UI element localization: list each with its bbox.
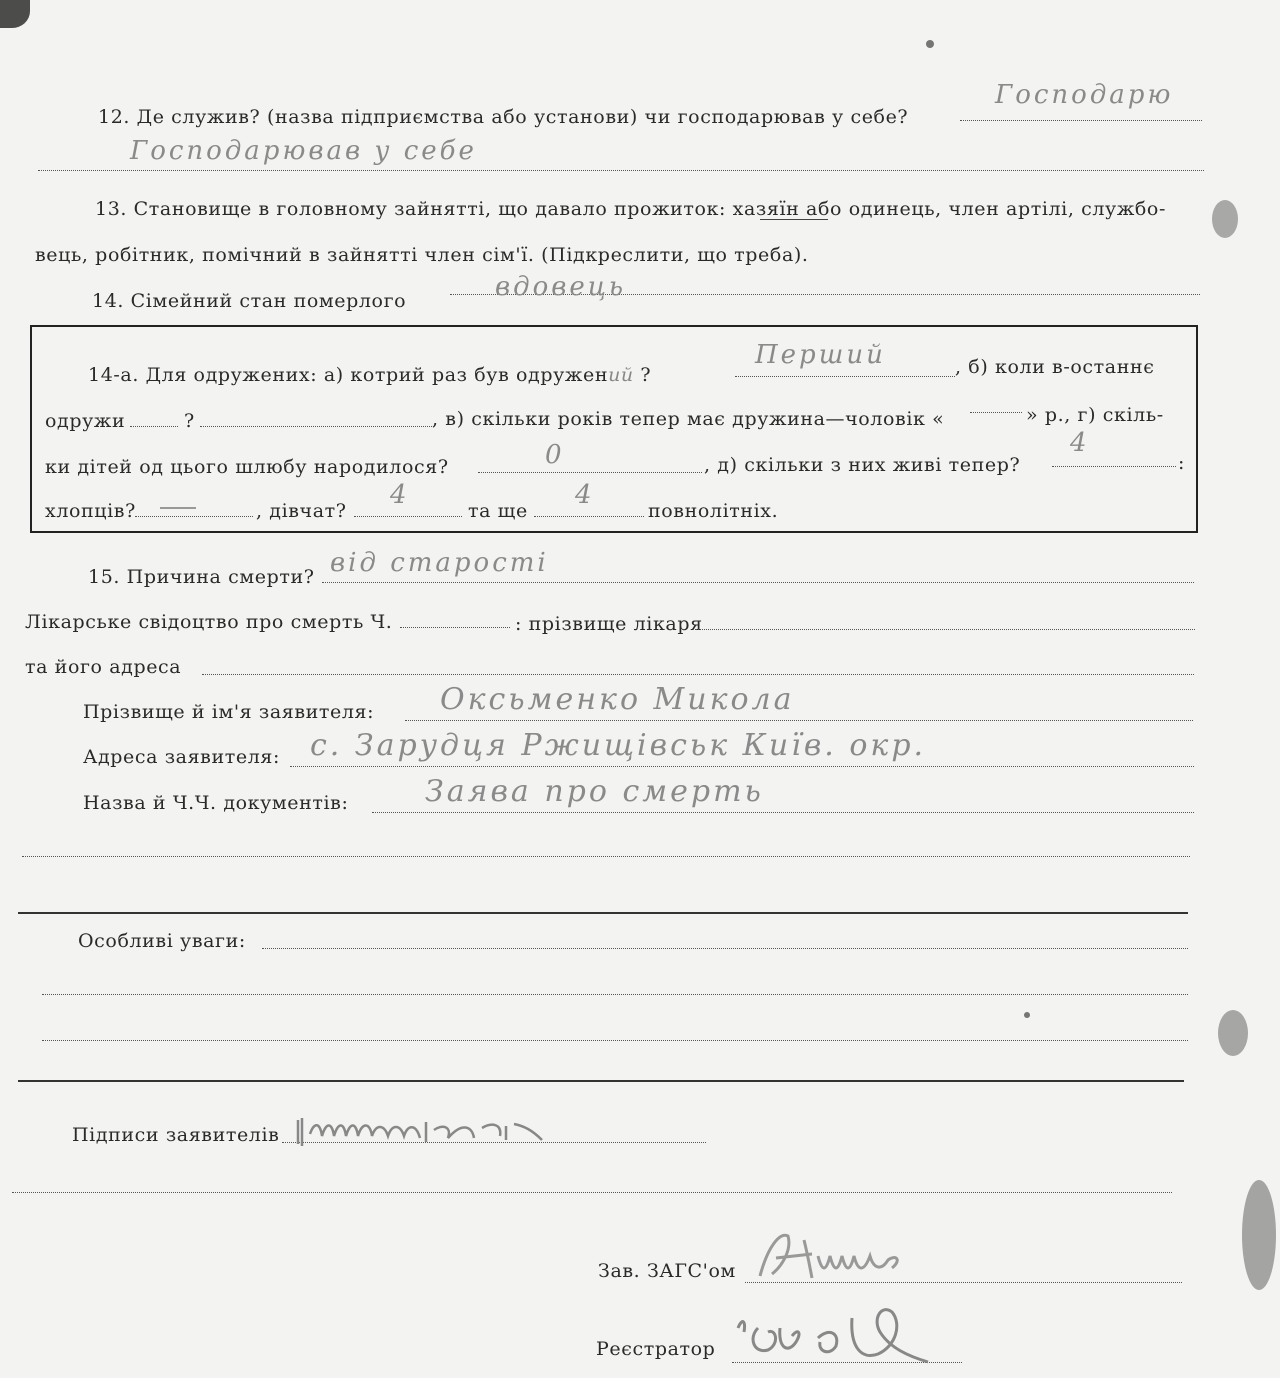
- section-divider-2: [18, 1080, 1184, 1082]
- q15-answer-handwritten: від старості: [330, 548, 549, 578]
- q14a-colon: :: [1178, 452, 1186, 474]
- q14a-end-label: повнолітніх.: [648, 500, 779, 522]
- notes-label: Особливі уваги:: [78, 930, 246, 952]
- torn-corner: [0, 0, 30, 28]
- section-divider-1: [18, 912, 1188, 914]
- medical-address-label: та його адреса: [25, 656, 182, 678]
- q12-answer-handwritten: Господарю: [995, 80, 1174, 110]
- applicant-signature-scribble: [292, 1112, 562, 1152]
- q14a-boys-line: [135, 516, 253, 517]
- q14a-part-v-end: » р., г) скіль-: [1026, 404, 1164, 426]
- paper-stain: [1242, 1180, 1276, 1290]
- medical-cert-label: Лікарське свідоцтво про смерть Ч.: [25, 611, 393, 633]
- q14a-adult-line: [534, 516, 644, 517]
- q14-label: 14. Сімейний стан померлого: [92, 290, 407, 312]
- q14a-d-answer-line: [1052, 466, 1176, 467]
- notes-line-3: [42, 1040, 1188, 1041]
- q14a-girls-line: [354, 516, 462, 517]
- q14a-part1-text: 14-а. Для одружених: а) котрий раз був одружен: [88, 364, 609, 386]
- registrar-signature-scribble: [732, 1298, 942, 1376]
- medical-doctor-label: : прізвище лікаря: [515, 613, 703, 635]
- zags-head-label: Зав. ЗАГС'ом: [598, 1260, 736, 1282]
- q14a-line2-qmark: ?: [184, 410, 195, 432]
- applicant-docs-handwritten: Заява про смерть: [425, 774, 764, 809]
- registrar-label: Реєстратор: [596, 1338, 716, 1360]
- q14a-answer-adult: 4: [575, 480, 595, 510]
- applicant-signature-label: Підписи заявителів: [72, 1124, 280, 1146]
- q12-answer-line: [960, 120, 1202, 121]
- paper-stain: [1218, 1010, 1248, 1056]
- q12-label: 12. Де служив? (назва підприємства або установи) чи господарював у себе?: [98, 106, 909, 128]
- q13-label-line1: 13. Становище в головному зайнятті, що давало прожиток: хазяїн або одинець, член артілі, службо-: [95, 198, 1166, 220]
- applicant-docs-line: [372, 812, 1194, 813]
- signature-extra-line: [12, 1192, 1172, 1193]
- q14a-answer-a-line: [735, 376, 955, 377]
- applicant-name-label: Прізвище й ім'я заявителя:: [83, 701, 375, 723]
- q12-answer-handwritten-2: Господарював у себе: [130, 136, 477, 166]
- q14a-g-answer-line: [478, 472, 702, 473]
- q14a-part1-suffix: ий: [608, 364, 634, 386]
- q14a-answer-girls: 4: [390, 480, 410, 510]
- q14a-girls-label: , дівчат?: [256, 500, 347, 522]
- q14a-part1-qmark: ?: [640, 364, 652, 386]
- medical-address-line: [202, 674, 1194, 675]
- q13-label-line2: вець, робітник, помічний в зайнятті член сім'ї. (Підкреслити, що треба).: [35, 244, 809, 266]
- q14a-answer-g: 0: [545, 440, 565, 470]
- applicant-extra-line: [22, 856, 1190, 857]
- q14a-line2-start: одружи: [45, 410, 126, 432]
- ink-spot: [926, 40, 934, 48]
- medical-doctor-line: [695, 629, 1195, 630]
- q14a-part1: [88, 364, 651, 386]
- q14-answer-handwritten: вдовець: [495, 272, 627, 302]
- q14a-answer-a: Перший: [755, 340, 886, 370]
- q13-underline-mark: [760, 219, 828, 220]
- applicant-docs-label: Назва й Ч.Ч. документів:: [83, 792, 349, 814]
- notes-line-2: [42, 994, 1188, 995]
- q14a-line3-start: ки дітей од цього шлюбу народилося?: [45, 456, 449, 478]
- q14a-and-label: та ще: [468, 500, 528, 522]
- q14a-part-b: , б) коли в-останнє: [955, 356, 1155, 378]
- zags-head-signature-scribble: [752, 1226, 932, 1296]
- applicant-address-handwritten: с. Зарудця Ржищівськ Київ. окр.: [310, 728, 927, 763]
- q14a-part-d: , д) скільки з них живі тепер?: [704, 454, 1021, 476]
- q12-answer-line-2: [38, 170, 1204, 171]
- q14a-b-answer-line: [130, 426, 178, 427]
- q14a-b-answer-line-2: [200, 426, 432, 427]
- q14a-part-v: , в) скільки років тепер має дружина—чоловік «: [432, 408, 945, 430]
- paper-stain: [1212, 200, 1238, 238]
- applicant-name-handwritten: Оксьменко Микола: [440, 682, 795, 717]
- q14a-boys-label: хлопців?: [45, 500, 136, 522]
- notes-line-1: [262, 948, 1188, 949]
- applicant-address-line: [290, 766, 1194, 767]
- q14a-answer-d: 4: [1070, 428, 1090, 458]
- medical-cert-number-line: [400, 627, 510, 628]
- applicant-address-label: Адреса заявителя:: [83, 746, 280, 768]
- ink-spot: [1024, 1012, 1030, 1018]
- q15-label: 15. Причина смерти?: [88, 566, 315, 588]
- q15-answer-line: [322, 582, 1194, 583]
- q14a-boys-dash: [160, 507, 196, 509]
- q14a-v-answer-line: [970, 412, 1022, 413]
- applicant-name-line: [405, 720, 1193, 721]
